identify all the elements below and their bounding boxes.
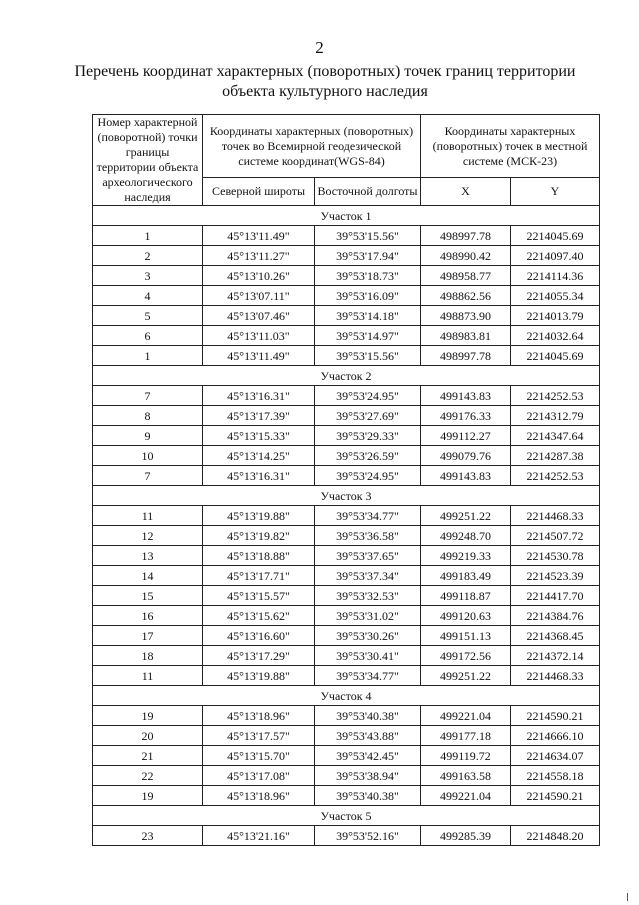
latitude-cell: 45°13'19.88" — [203, 506, 315, 526]
table-row — [93, 706, 600, 726]
title-line-2: объекта культурного наследия — [222, 83, 428, 100]
longitude-cell: 39°53'30.41" — [315, 646, 421, 666]
latitude-cell: 45°13'17.08" — [203, 766, 315, 786]
table-row — [93, 326, 600, 346]
y-cell: 2214558.18 — [511, 766, 600, 786]
longitude-cell: 39°53'40.38" — [315, 706, 421, 726]
header-msk23-group: Координаты характерных (поворотных) точек в местной системе (МСК-23) — [421, 115, 600, 178]
latitude-cell: 45°13'21.16" — [203, 826, 315, 846]
latitude-cell: 45°13'11.49" — [203, 346, 315, 366]
y-cell: 2214372.14 — [511, 646, 600, 666]
table-row — [93, 226, 600, 246]
table-row — [93, 666, 600, 686]
y-cell: 2214590.21 — [511, 786, 600, 806]
x-cell: 499285.39 — [421, 826, 511, 846]
longitude-cell: 39°53'37.65" — [315, 546, 421, 566]
table-body — [93, 206, 600, 846]
y-cell: 2214507.72 — [511, 526, 600, 546]
point-number-cell: 23 — [93, 826, 203, 846]
point-number-cell: 13 — [93, 546, 203, 566]
point-number-cell: 2 — [93, 246, 203, 266]
point-number-cell: 10 — [93, 446, 203, 466]
longitude-cell: 39°53'26.59" — [315, 446, 421, 466]
latitude-cell: 45°13'15.33" — [203, 426, 315, 446]
point-number-cell: 17 — [93, 626, 203, 646]
table-row — [93, 726, 600, 746]
table-row — [93, 526, 600, 546]
scan-mark — [627, 893, 628, 901]
latitude-cell: 45°13'15.62" — [203, 606, 315, 626]
latitude-cell: 45°13'19.82" — [203, 526, 315, 546]
document-title — [60, 62, 590, 102]
section-row — [93, 686, 600, 706]
latitude-cell: 45°13'16.31" — [203, 466, 315, 486]
longitude-cell: 39°53'24.95" — [315, 466, 421, 486]
y-cell: 2214468.33 — [511, 666, 600, 686]
point-number-cell: 15 — [93, 586, 203, 606]
y-cell: 2214530.78 — [511, 546, 600, 566]
longitude-cell: 39°53'15.56" — [315, 226, 421, 246]
header-x: X — [421, 178, 511, 206]
table-row — [93, 266, 600, 286]
x-cell: 499120.63 — [421, 606, 511, 626]
x-cell: 499163.58 — [421, 766, 511, 786]
longitude-cell: 39°53'43.88" — [315, 726, 421, 746]
header-east-longitude: Восточной долготы — [315, 178, 421, 206]
x-cell: 498958.77 — [421, 266, 511, 286]
x-cell: 498862.56 — [421, 286, 511, 306]
point-number-cell: 21 — [93, 746, 203, 766]
longitude-cell: 39°53'30.26" — [315, 626, 421, 646]
longitude-cell: 39°53'14.97" — [315, 326, 421, 346]
y-cell: 2214312.79 — [511, 406, 600, 426]
coordinates-table — [92, 114, 600, 846]
longitude-cell: 39°53'34.77" — [315, 666, 421, 686]
table-row — [93, 586, 600, 606]
latitude-cell: 45°13'07.11" — [203, 286, 315, 306]
page-number: 2 — [315, 38, 324, 57]
latitude-cell: 45°13'17.29" — [203, 646, 315, 666]
table-row — [93, 406, 600, 426]
longitude-cell: 39°53'34.77" — [315, 506, 421, 526]
x-cell: 498983.81 — [421, 326, 511, 346]
y-cell: 2214417.70 — [511, 586, 600, 606]
x-cell: 499151.13 — [421, 626, 511, 646]
table-row — [93, 346, 600, 366]
point-number-cell: 19 — [93, 706, 203, 726]
point-number-cell: 19 — [93, 786, 203, 806]
table-row — [93, 566, 600, 586]
point-number-cell: 7 — [93, 466, 203, 486]
longitude-cell: 39°53'32.53" — [315, 586, 421, 606]
y-cell: 2214347.64 — [511, 426, 600, 446]
x-cell: 498997.78 — [421, 226, 511, 246]
x-cell: 499112.27 — [421, 426, 511, 446]
section-row — [93, 206, 600, 226]
header-wgs84-group: Координаты характерных (поворотных) точек во Всемирной геодезической системе координат(WGS-84) — [203, 115, 421, 178]
section-title: Участок 1 — [93, 206, 600, 226]
table-row — [93, 766, 600, 786]
longitude-cell: 39°53'40.38" — [315, 786, 421, 806]
longitude-cell: 39°53'38.94" — [315, 766, 421, 786]
section-title: Участок 5 — [93, 806, 600, 826]
longitude-cell: 39°53'17.94" — [315, 246, 421, 266]
latitude-cell: 45°13'07.46" — [203, 306, 315, 326]
header-y: Y — [511, 178, 600, 206]
longitude-cell: 39°53'15.56" — [315, 346, 421, 366]
y-cell: 2214368.45 — [511, 626, 600, 646]
x-cell: 499183.49 — [421, 566, 511, 586]
table-row — [93, 466, 600, 486]
section-title: Участок 2 — [93, 366, 600, 386]
longitude-cell: 39°53'37.34" — [315, 566, 421, 586]
point-number-cell: 18 — [93, 646, 203, 666]
x-cell: 498997.78 — [421, 346, 511, 366]
y-cell: 2214055.34 — [511, 286, 600, 306]
x-cell: 499219.33 — [421, 546, 511, 566]
point-number-cell: 11 — [93, 666, 203, 686]
point-number-cell: 3 — [93, 266, 203, 286]
table-row — [93, 386, 600, 406]
point-number-cell: 14 — [93, 566, 203, 586]
latitude-cell: 45°13'19.88" — [203, 666, 315, 686]
longitude-cell: 39°53'42.45" — [315, 746, 421, 766]
table-row — [93, 786, 600, 806]
y-cell: 2214287.38 — [511, 446, 600, 466]
title-line-1: Перечень координат характерных (поворотных) точек границ территории — [74, 63, 576, 80]
latitude-cell: 45°13'11.03" — [203, 326, 315, 346]
y-cell: 2214523.39 — [511, 566, 600, 586]
x-cell: 499221.04 — [421, 786, 511, 806]
latitude-cell: 45°13'11.49" — [203, 226, 315, 246]
latitude-cell: 45°13'17.39" — [203, 406, 315, 426]
x-cell: 498873.90 — [421, 306, 511, 326]
y-cell: 2214013.79 — [511, 306, 600, 326]
x-cell: 499251.22 — [421, 506, 511, 526]
table-row — [93, 826, 600, 846]
y-cell: 2214045.69 — [511, 226, 600, 246]
point-number-cell: 5 — [93, 306, 203, 326]
latitude-cell: 45°13'15.57" — [203, 586, 315, 606]
x-cell: 499177.18 — [421, 726, 511, 746]
latitude-cell: 45°13'16.60" — [203, 626, 315, 646]
point-number-cell: 12 — [93, 526, 203, 546]
longitude-cell: 39°53'14.18" — [315, 306, 421, 326]
longitude-cell: 39°53'16.09" — [315, 286, 421, 306]
x-cell: 499176.33 — [421, 406, 511, 426]
latitude-cell: 45°13'17.71" — [203, 566, 315, 586]
longitude-cell: 39°53'18.73" — [315, 266, 421, 286]
point-number-cell: 20 — [93, 726, 203, 746]
header-point-number: Номер характерной (поворотной) точки границы территории объекта археологического наследия — [93, 115, 203, 206]
longitude-cell: 39°53'36.58" — [315, 526, 421, 546]
longitude-cell: 39°53'31.02" — [315, 606, 421, 626]
latitude-cell: 45°13'17.57" — [203, 726, 315, 746]
longitude-cell: 39°53'52.16" — [315, 826, 421, 846]
y-cell: 2214384.76 — [511, 606, 600, 626]
x-cell: 499221.04 — [421, 706, 511, 726]
x-cell: 499079.76 — [421, 446, 511, 466]
table-row — [93, 306, 600, 326]
x-cell: 499143.83 — [421, 386, 511, 406]
section-row — [93, 366, 600, 386]
point-number-cell: 4 — [93, 286, 203, 306]
section-row — [93, 806, 600, 826]
longitude-cell: 39°53'27.69" — [315, 406, 421, 426]
table-row — [93, 506, 600, 526]
x-cell: 499118.87 — [421, 586, 511, 606]
y-cell: 2214252.53 — [511, 386, 600, 406]
y-cell: 2214045.69 — [511, 346, 600, 366]
latitude-cell: 45°13'18.88" — [203, 546, 315, 566]
table-header — [93, 115, 600, 206]
point-number-cell: 22 — [93, 766, 203, 786]
point-number-cell: 7 — [93, 386, 203, 406]
x-cell: 499248.70 — [421, 526, 511, 546]
longitude-cell: 39°53'29.33" — [315, 426, 421, 446]
y-cell: 2214114.36 — [511, 266, 600, 286]
y-cell: 2214634.07 — [511, 746, 600, 766]
x-cell: 499119.72 — [421, 746, 511, 766]
latitude-cell: 45°13'18.96" — [203, 706, 315, 726]
y-cell: 2214666.10 — [511, 726, 600, 746]
y-cell: 2214032.64 — [511, 326, 600, 346]
section-row — [93, 486, 600, 506]
latitude-cell: 45°13'10.26" — [203, 266, 315, 286]
point-number-cell: 9 — [93, 426, 203, 446]
point-number-cell: 16 — [93, 606, 203, 626]
x-cell: 499172.56 — [421, 646, 511, 666]
latitude-cell: 45°13'14.25" — [203, 446, 315, 466]
x-cell: 498990.42 — [421, 246, 511, 266]
point-number-cell: 11 — [93, 506, 203, 526]
section-title: Участок 3 — [93, 486, 600, 506]
point-number-cell: 1 — [93, 346, 203, 366]
y-cell: 2214468.33 — [511, 506, 600, 526]
table-row — [93, 446, 600, 466]
x-cell: 499143.83 — [421, 466, 511, 486]
latitude-cell: 45°13'16.31" — [203, 386, 315, 406]
table-row — [93, 426, 600, 446]
latitude-cell: 45°13'15.70" — [203, 746, 315, 766]
header-north-latitude: Северной широты — [203, 178, 315, 206]
table-row — [93, 626, 600, 646]
longitude-cell: 39°53'24.95" — [315, 386, 421, 406]
table-row — [93, 746, 600, 766]
point-number-cell: 6 — [93, 326, 203, 346]
table-row — [93, 546, 600, 566]
latitude-cell: 45°13'11.27" — [203, 246, 315, 266]
y-cell: 2214097.40 — [511, 246, 600, 266]
table-row — [93, 246, 600, 266]
y-cell: 2214252.53 — [511, 466, 600, 486]
table-row — [93, 286, 600, 306]
section-title: Участок 4 — [93, 686, 600, 706]
x-cell: 499251.22 — [421, 666, 511, 686]
latitude-cell: 45°13'18.96" — [203, 786, 315, 806]
y-cell: 2214590.21 — [511, 706, 600, 726]
point-number-cell: 1 — [93, 226, 203, 246]
point-number-cell: 8 — [93, 406, 203, 426]
table-row — [93, 606, 600, 626]
y-cell: 2214848.20 — [511, 826, 600, 846]
table-row — [93, 646, 600, 666]
